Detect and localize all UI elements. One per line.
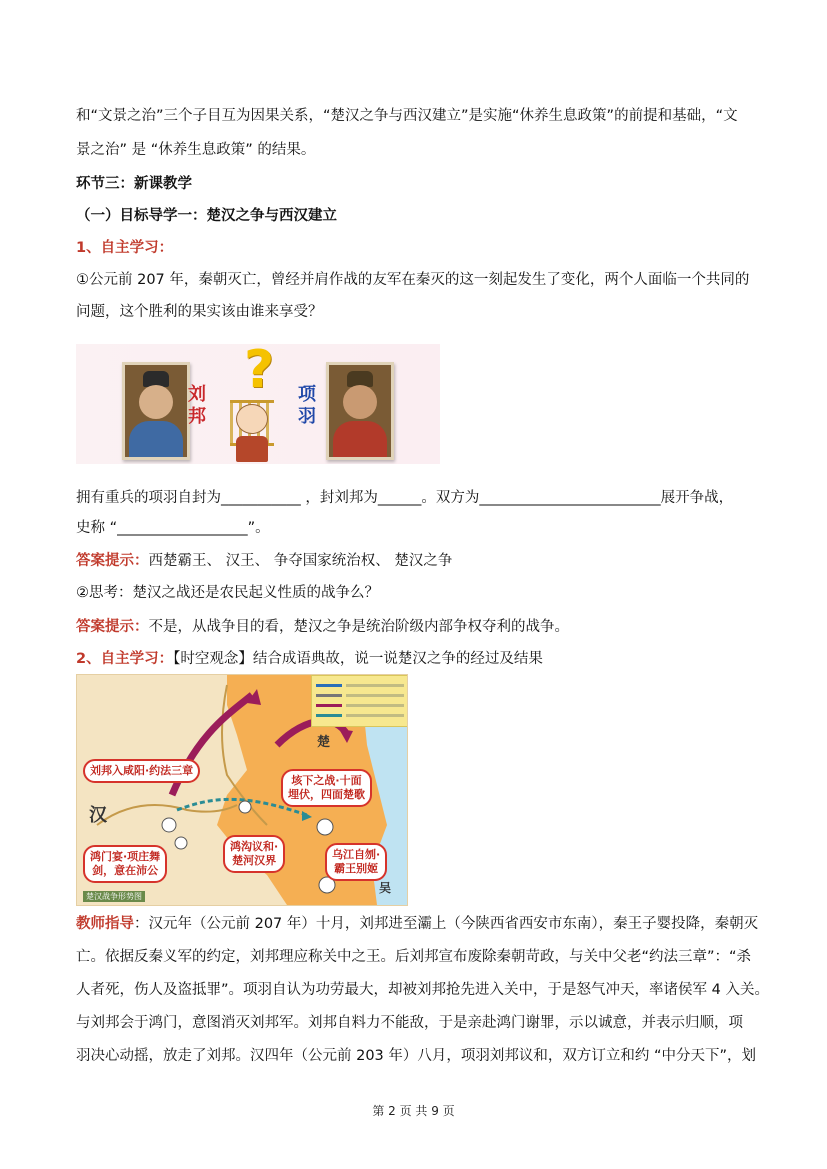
answer-hint-1: [76, 551, 754, 571]
answer-text: 不是，从战争目的看，楚汉之争是统治阶级内部争权夺利的战争。: [148, 619, 569, 635]
teacher-guide-line-5: 羽决心动摇，放走了刘邦。汉四年（公元前 203 年）八月，项羽刘邦议和，双方订立和约 “中分天下”，划: [76, 1048, 757, 1064]
chu-han-war-map: [76, 674, 408, 906]
teacher-guide-line-1: 教师指导：汉元年（公元前 207 年）十月，刘邦进至灞上（今陕西省西安市东南），秦王子婴投降，秦朝灭: [76, 916, 759, 932]
question-mark-icon: ?: [244, 344, 275, 400]
subsection-title: （一）目标导学一：楚汉之争与西汉建立: [76, 208, 337, 224]
answer-hint-2: [76, 617, 754, 637]
task1-title: 1、自主学习：: [76, 240, 174, 256]
task2-line: [76, 649, 754, 669]
liu-bang-portrait: [122, 362, 190, 460]
map-label-chu: 楚: [317, 735, 331, 750]
teacher-guide-line-2: 亡。依据反秦义军的约定，刘邦理应称关中之王。后刘邦宣布废除秦朝苛政，与关中父老“约法三章”：“杀: [76, 949, 752, 965]
teacher-guide-line-4: 与刘邦会于鸿门，意图消灭刘邦军。刘邦自料力不能敌，于是亲赴鸿门谢罪，示以诚意，并表示归顺，项: [76, 1015, 743, 1031]
liu-bang-name: 刘邦: [188, 384, 206, 427]
callout-yuefa-sanzhang: 刘邦入咸阳·约法三章: [83, 759, 200, 783]
question1-line-1: ①公元前 207 年，秦朝灭亡，曾经并肩作战的友军在秦灭的这一刻起发生了变化，两个人面临一个共同的: [76, 272, 750, 288]
xiang-yu-name: 项羽: [298, 384, 316, 427]
fill-blank-line-2: 史称 “__________________”。: [76, 520, 270, 536]
answer-label: 答案提示：: [76, 553, 149, 569]
map-label-han: 汉: [89, 805, 107, 826]
chibi-figure-icon: [236, 404, 268, 434]
task2-title: 2、自主学习：: [76, 651, 174, 667]
task2-text: 【时空观念】结合成语典故，说一说楚汉之争的经过及结果: [173, 651, 543, 667]
callout-gaixia-battle: 垓下之战·十面 埋伏，四面楚歌: [281, 769, 372, 807]
think-question: ②思考：楚汉之战还是农民起义性质的战争么？: [76, 585, 379, 601]
page-footer: 第 2 页 共 9 页: [372, 1104, 455, 1118]
answer-text: 西楚霸王、 汉王、 争夺国家统治权、 楚汉之争: [148, 553, 453, 569]
teacher-guide-label: 教师指导: [76, 916, 134, 932]
portrait-illustration: [76, 344, 440, 464]
answer-label: 答案提示：: [76, 619, 149, 635]
section-title: 环节三：新课教学: [76, 176, 192, 192]
callout-hongmen-feast: 鸿门宴·项庄舞 剑，意在沛公: [83, 845, 167, 883]
intro-line-2: 景之治” 是 “休养生息政策” 的结果。: [76, 142, 316, 158]
map-caption: 楚汉战争形势图: [83, 891, 145, 902]
callout-wujiang: 乌江自刎· 霸王别姬: [325, 843, 387, 881]
fill-blank-line-1: 拥有重兵的项羽自封为___________ ，封刘邦为______。双方为_________________________展开争战，: [76, 490, 734, 506]
xiang-yu-portrait: [326, 362, 394, 460]
intro-line-1: 和“文景之治”三个子目互为因果关系，“楚汉之争与西汉建立”是实施“休养生息政策”的前提和基础，“文: [76, 108, 738, 124]
question1-line-2: 问题，这个胜利的果实该由谁来享受？: [76, 304, 323, 320]
callout-honggou-peace: 鸿沟议和· 楚河汉界: [223, 835, 285, 873]
map-label-wu: 吴: [379, 881, 392, 895]
map-legend: [311, 675, 408, 727]
teacher-guide-line-3: 人者死，伤人及盗抵罪”。项羽自认为功劳最大，却被刘邦抢先进入关中，于是怒气冲天，率诸侯军 4 入关。: [76, 982, 769, 998]
